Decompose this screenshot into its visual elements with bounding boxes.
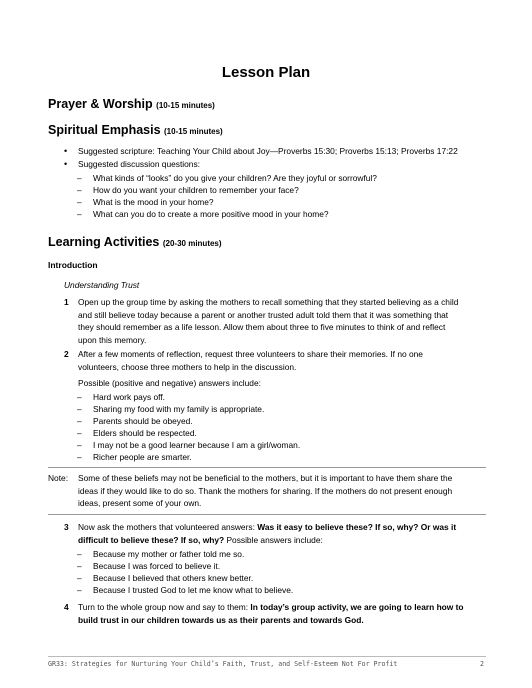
dash-marker: – [77, 573, 82, 583]
dash-marker: – [77, 549, 82, 559]
answer-item: Sharing my food with my family is appropriate. [93, 404, 265, 414]
step4-text [78, 601, 488, 626]
dash-marker: – [77, 392, 82, 402]
step3-line [78, 534, 488, 547]
dash-marker: – [77, 404, 82, 414]
dash-marker: – [77, 440, 82, 450]
step1-line: Open up the group time by asking the mothers to recall something that they started believing as a child [78, 297, 459, 307]
note-bottom-rule [48, 514, 486, 515]
dash-marker: – [77, 185, 82, 195]
footer-text: GR33: Strategies for Nurturing Your Child’s Faith, Trust, and Self-Esteem Not For Profit [48, 660, 398, 668]
step4-line2-bold: build trust in our children towards us as their parents and towards God. [78, 614, 364, 625]
step1-line: upon this memory. [78, 334, 147, 345]
step3-line1-plain: Now ask the mothers that volunteered answers: [78, 522, 258, 532]
spiritual-heading-text: Spiritual Emphasis [48, 123, 161, 137]
dash-marker: – [77, 452, 82, 462]
note-label: Note: [48, 473, 69, 483]
note-top-rule [48, 467, 486, 468]
answer-item: Richer people are smarter. [93, 452, 192, 462]
step4-line1-bold: In today’s group activity, we are going to learn how to [250, 602, 464, 612]
step4-line [78, 614, 488, 627]
step2-line: After a few moments of reflection, request three volunteers to share their memories. If no one [78, 349, 423, 359]
step1-text [78, 296, 488, 346]
learning-heading [48, 235, 222, 249]
note-line: ideas, present some of your own. [78, 498, 202, 509]
answer-item: Elders should be respected. [93, 428, 197, 438]
dash-marker: – [77, 416, 82, 426]
step3-line2-plain: Possible answers include: [224, 534, 323, 545]
answer-item: Because I was forced to believe it. [93, 561, 221, 571]
answer-item: Hard work pays off. [93, 392, 165, 402]
question-item: What is the mood in your home? [93, 197, 214, 207]
spiritual-duration: (10-15 minutes) [164, 127, 223, 136]
answer-item: Because I trusted God to let me know what to believe. [93, 585, 294, 595]
learning-duration: (20-30 minutes) [162, 239, 222, 248]
page-number: 2 [480, 660, 484, 668]
step2-text [78, 348, 488, 373]
activity-title: Understanding Trust [64, 280, 140, 290]
dash-marker: – [77, 173, 82, 183]
dash-marker: – [77, 209, 82, 219]
step3-line2-bold: difficult to believe these? If so, why? [78, 534, 225, 545]
spiritual-heading [48, 123, 223, 137]
step-number: 2 [64, 349, 69, 359]
prayer-duration: (10-15 minutes) [156, 101, 215, 110]
step3-text [78, 521, 488, 546]
step-number: 1 [64, 297, 69, 307]
step-number: 3 [64, 522, 69, 532]
scripture-bullet: Suggested scripture: Teaching Your Child about Joy—Proverbs 15:30; Proverbs 15:13; Proverbs 17:22 [78, 146, 458, 156]
question-item: What can you do to create a more positive mood in your home? [93, 209, 329, 219]
introduction-subheading: Introduction [48, 260, 98, 270]
answer-item: Parents should be obeyed. [93, 416, 193, 426]
step-number: 4 [64, 602, 69, 612]
step4-line [78, 601, 488, 614]
step3-line1-bold: Was it easy to believe these? If so, why? Or was it [257, 522, 457, 532]
answers-intro: Possible (positive and negative) answers include: [78, 378, 261, 388]
page-title: Lesson Plan [221, 64, 311, 81]
step2-line: volunteers, choose three mothers to help in the discussion. [78, 361, 297, 372]
step1-line: they should remember as a life lesson. Allow them about three to five minutes to think of and reflect [78, 322, 446, 333]
learning-heading-text: Learning Activities [48, 235, 160, 249]
note-line: Some of these beliefs may not be beneficial to the mothers, but it is important to have them share the [78, 473, 453, 483]
note-line: ideas if they would like to do so. Thank the mothers for sharing. If the mothers do not present enough [78, 485, 453, 496]
prayer-heading-text: Prayer & Worship [48, 97, 153, 111]
answer-item: I may not be a good learner because I am a girl/woman. [93, 440, 301, 450]
dash-marker: – [77, 428, 82, 438]
step1-line: and still believe today because a parent or another trusted adult told them that it was something that [78, 309, 449, 320]
dash-marker: – [77, 585, 82, 595]
prayer-heading [48, 97, 215, 111]
question-item: What kinds of “looks” do you give your children? Are they joyful or sorrowful? [93, 173, 377, 183]
step4-line1-plain: Turn to the whole group now and say to them: [78, 602, 251, 612]
answer-item: Because I believed that others knew better. [93, 573, 254, 583]
dash-marker: – [77, 561, 82, 571]
question-item: How do you want your children to remember your face? [93, 185, 299, 195]
questions-bullet: Suggested discussion questions: [78, 159, 200, 169]
note-text [78, 472, 488, 510]
bullet-marker: • [64, 159, 68, 169]
step3-line [78, 521, 488, 534]
footer-rule [48, 656, 486, 657]
answer-item: Because my mother or father told me so. [93, 549, 245, 559]
bullet-marker: • [64, 146, 68, 156]
dash-marker: – [77, 197, 82, 207]
